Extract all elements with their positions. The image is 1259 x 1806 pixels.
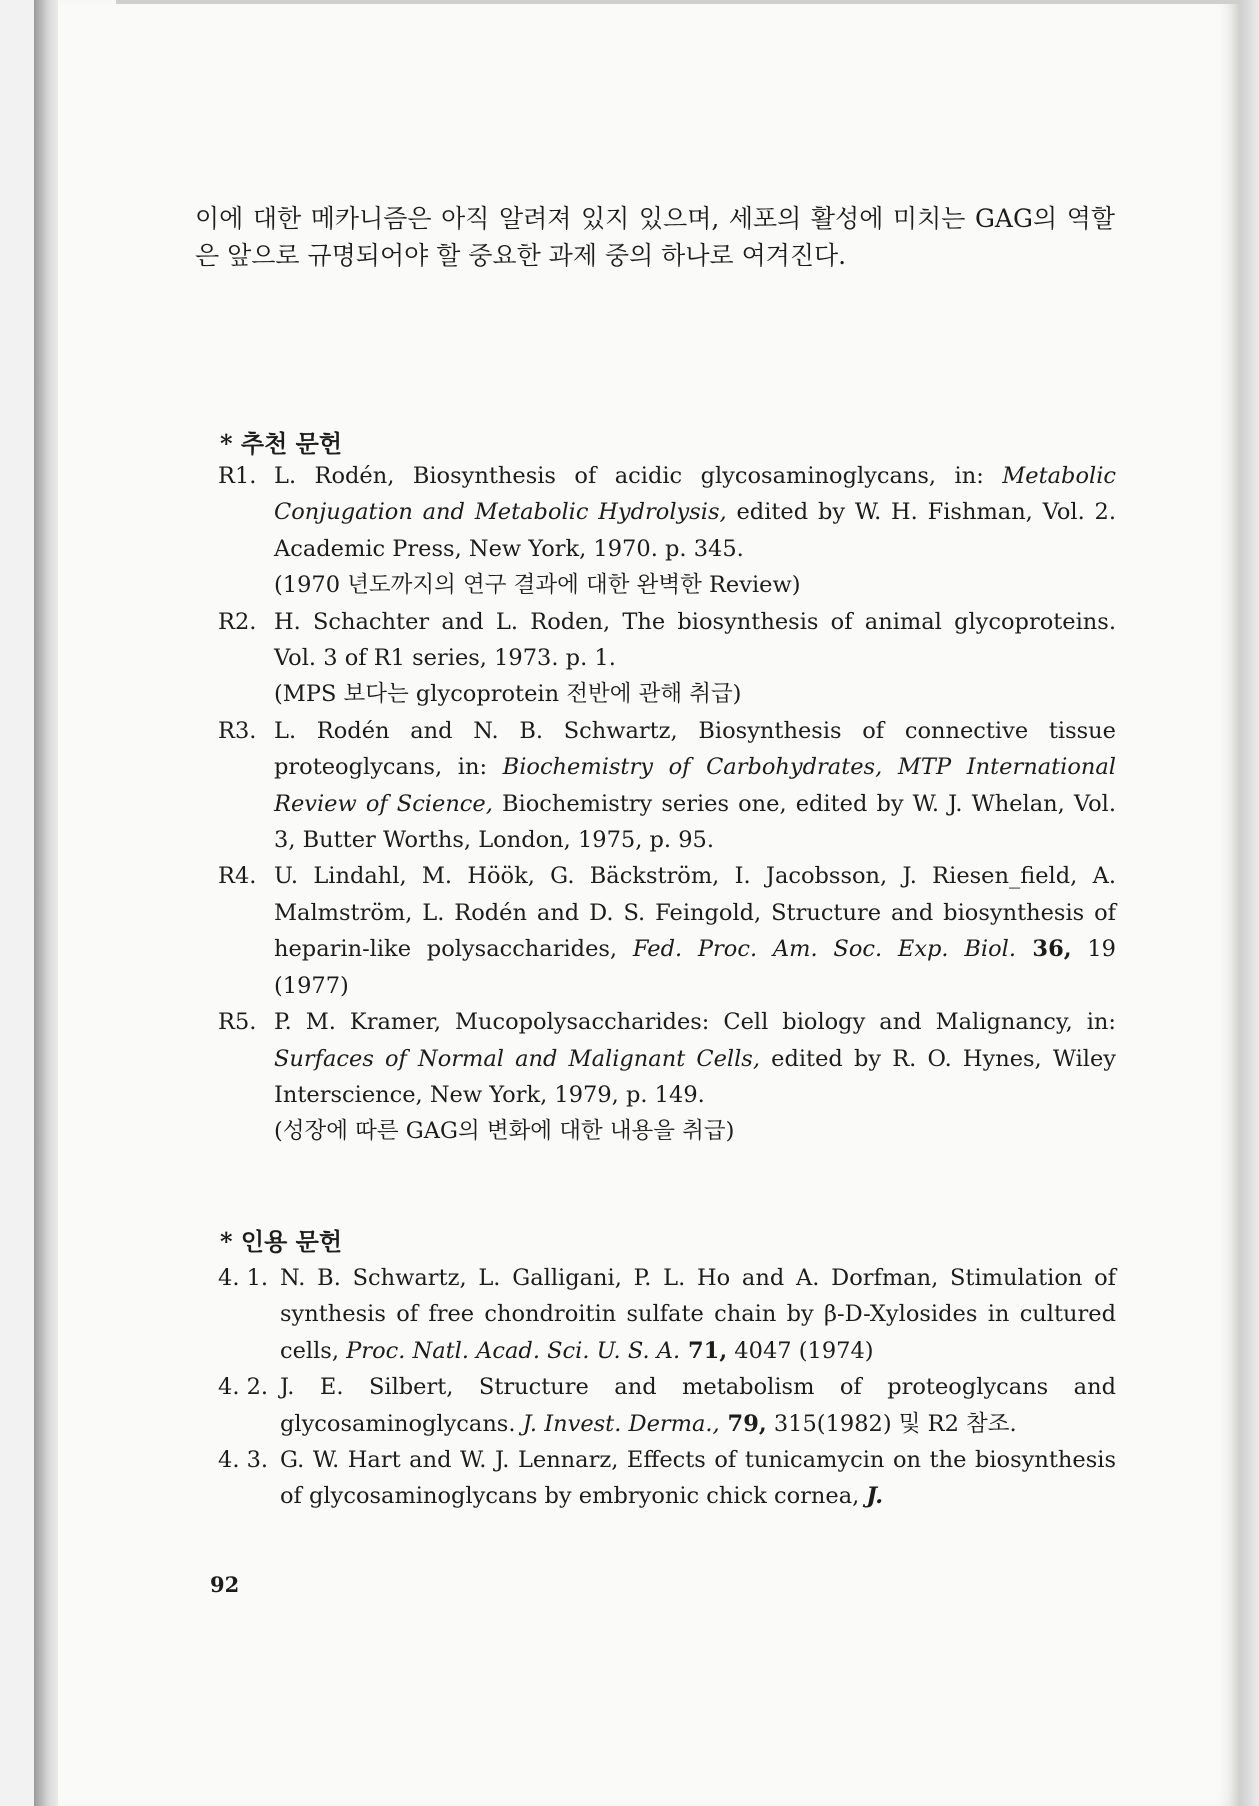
reference-number: 4. 1. xyxy=(218,1265,269,1291)
reference-body xyxy=(274,858,1116,1004)
reference-source: Metabolic Conjugation and Metabolic Hydrolysis, xyxy=(274,463,1116,526)
reference-details: edited by R. O. Hynes, Wiley Interscience, New York, 1979, p. 149. xyxy=(274,1045,1116,1108)
reference-number: R5. xyxy=(218,1009,257,1036)
reference-number: R3. xyxy=(218,717,257,744)
page-right-edge xyxy=(1240,0,1259,1806)
reference-item-r1 xyxy=(218,458,1116,604)
reference-authors-title: J. E. Silbert, Structure and metabolism of proteoglycans and glycosaminoglycans. xyxy=(280,1374,1116,1437)
reference-item-4-3 xyxy=(218,1442,1116,1515)
reference-authors-title: U. Lindahl, M. Höök, G. Bäckström, I. Jacobsson, J. Riesen_field, A. Malmström, L. Rodén and D. S. Feingold, Structure and biosynthesis of heparin-like polysaccharides, xyxy=(274,863,1116,963)
reference-item-r2 xyxy=(218,604,1116,713)
reference-note: (MPS 보다는 glycoprotein 전반에 관해 취급) xyxy=(274,681,742,708)
reference-body xyxy=(280,1260,1116,1369)
recommended-references-heading: * 추천 문헌 xyxy=(220,429,342,458)
cited-references-list xyxy=(218,1260,1116,1515)
page-number: 92 xyxy=(210,1572,240,1597)
reference-number: R2. xyxy=(218,608,257,635)
reference-volume: 71, xyxy=(680,1337,728,1364)
reference-body: H. Schachter and L. Roden, The biosynthesis of animal glycoproteins. Vol. 3 of R1 series, 1973. p. 1. xyxy=(274,608,1116,672)
recommended-references-list xyxy=(218,458,1116,1150)
reference-item-r5 xyxy=(218,1004,1116,1150)
reference-authors-title: L. Rodén and N. B. Schwartz, Biosynthesis of connective tissue proteoglycans, in: xyxy=(274,717,1116,781)
reference-body xyxy=(274,458,1116,567)
book-page xyxy=(58,0,1240,1806)
reference-item-r4 xyxy=(218,858,1116,1004)
reference-number: 4. 2. xyxy=(218,1374,269,1401)
reference-source: Fed. Proc. Am. Soc. Exp. Biol. xyxy=(632,936,1016,963)
reference-authors-title: L. Rodén, Biosynthesis of acidic glycosaminoglycans, in: xyxy=(274,463,1003,489)
reference-details: 19 (1977) xyxy=(274,936,1116,999)
reference-body xyxy=(274,713,1116,859)
reference-source: J. xyxy=(866,1483,884,1510)
reference-item-r3 xyxy=(218,713,1116,859)
reference-details: Biochemistry series one, edited by W. J. Whelan, Vol. 3, Butter Worths, London, 1975, p. 95. xyxy=(274,790,1116,854)
reference-body xyxy=(274,1004,1116,1113)
reference-details: 4047 (1974) xyxy=(727,1337,874,1364)
reference-authors-title: G. W. Hart and W. J. Lennarz, Effects of tunicamycin on the biosynthesis of glycosaminoglycans by embryonic chick cornea, xyxy=(280,1447,1116,1510)
reference-volume: 79, xyxy=(719,1410,767,1437)
cited-references-heading: * 인용 문헌 xyxy=(220,1227,342,1256)
reference-source: J. Invest. Derma., xyxy=(522,1410,720,1437)
reference-note: (1970 년도까지의 연구 결과에 대한 완벽한 Review) xyxy=(274,572,801,599)
reference-authors-title: N. B. Schwartz, L. Galligani, P. L. Ho and A. Dorfman, Stimulation of synthesis of free chondroitin sulfate chain by β-D-Xylosides in cultured cells, xyxy=(280,1265,1116,1364)
intro-paragraph: 이에 대한 메카니즘은 아직 알려져 있지 있으며, 세포의 활성에 미치는 GAG의 역할은 앞으로 규명되어야 할 중요한 과제 중의 하나로 여겨진다. xyxy=(195,204,1115,270)
reference-source: Biochemistry of Carbohydrates, MTP International Review of Science, xyxy=(274,754,1116,817)
reference-details: 315(1982) 및 R2 참조. xyxy=(766,1410,1017,1437)
reference-source: Proc. Natl. Acad. Sci. U. S. A. xyxy=(346,1337,681,1364)
reference-number: 4. 3. xyxy=(218,1447,269,1474)
reference-details: edited by W. H. Fishman, Vol. 2. Academic Press, New York, 1970. p. 345. xyxy=(274,499,1116,562)
reference-number: R1. xyxy=(218,463,257,489)
reference-note: (성장에 따른 GAG의 변화에 대한 내용을 취급) xyxy=(274,1118,735,1145)
reference-volume: 36, xyxy=(1015,936,1072,963)
reference-number: R4. xyxy=(218,863,257,890)
reference-source: Surfaces of Normal and Malignant Cells, xyxy=(274,1045,760,1072)
page-content xyxy=(58,0,1240,1806)
reference-body xyxy=(280,1369,1116,1442)
reference-authors-title: P. M. Kramer, Mucopolysaccharides: Cell biology and Malignancy, in: xyxy=(274,1009,1116,1036)
reference-item-4-2 xyxy=(218,1369,1116,1442)
reference-body xyxy=(280,1442,1116,1515)
intro-section xyxy=(195,200,1115,274)
reference-item-4-1 xyxy=(218,1260,1116,1369)
book-spine-shadow xyxy=(34,0,60,1806)
